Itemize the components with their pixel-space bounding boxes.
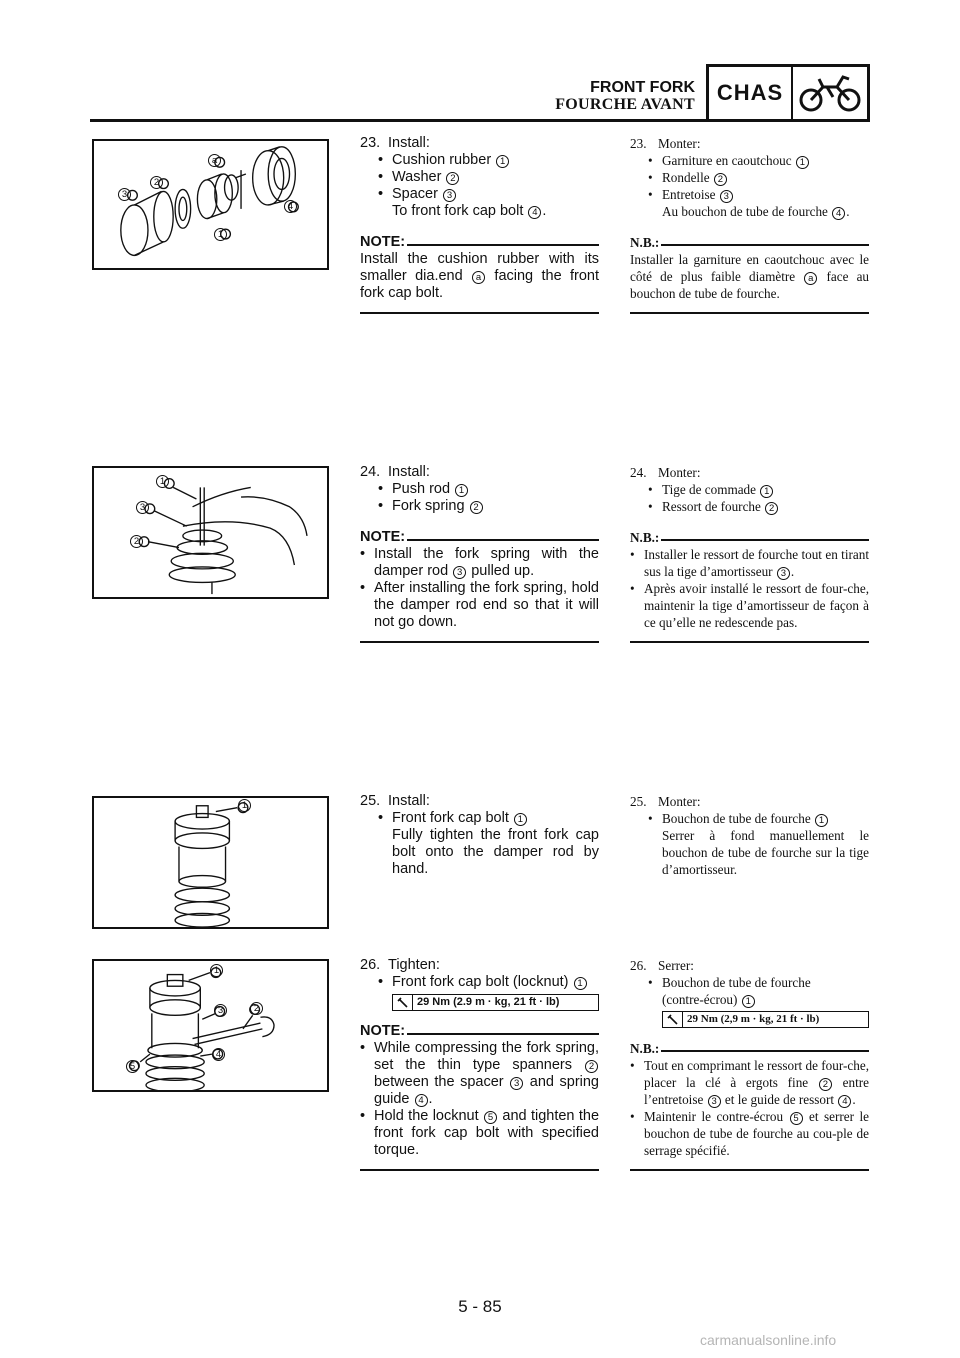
ref-number: 4 [832, 207, 845, 220]
ref-number: 2 [714, 173, 727, 186]
step-number: 25. [630, 794, 647, 809]
callout: 3 [136, 501, 149, 514]
callout: 3 [118, 188, 131, 201]
callout: 1 [214, 228, 227, 241]
part-name: Fork spring [392, 498, 465, 514]
note-label: N.B.: [630, 530, 660, 545]
torque-wrench-icon [393, 995, 413, 1010]
section-badge-label: CHAS [709, 67, 793, 119]
part-name: Bouchon de tube de fourche [662, 811, 811, 826]
callout: 2 [150, 176, 163, 189]
note-text: Install the cushion rubber with its smaller dia.end a facing the front fork cap bolt. [360, 251, 600, 301]
torque-wrench-icon [663, 1012, 683, 1027]
ref-number: 3 [777, 567, 790, 580]
step-number: 25. [360, 793, 381, 809]
step-number: 23. [360, 135, 381, 151]
ref-number: 4 [415, 1094, 428, 1107]
note-label: N.B.: [630, 1041, 660, 1056]
callout: 3 [214, 1004, 227, 1017]
part-name: Push rod [392, 481, 451, 497]
part-name: Spacer [392, 186, 438, 202]
ref-number: 1 [455, 484, 468, 497]
ref-number: 3 [443, 189, 456, 202]
note-label: NOTE: [360, 234, 406, 250]
step-subtext: Fully tighten the front fork cap bolt onto the damper rod by hand. [392, 827, 599, 877]
callout: 4 [284, 200, 297, 213]
ref-number: 3 [453, 566, 466, 579]
note-item: Install the fork spring with the damper rod 3 pulled up. [374, 546, 599, 579]
header-title-en: FRONT FORK [590, 79, 695, 96]
step-24-en: 24. Install: • Push rod 1 • Fork spring 2 NOTE: • Install the fork spring with the damper rod 3 pulled up. • After installing the fork spring, hold the damper rod end so that it will not go down. [360, 464, 599, 643]
part-name: Entretoise [662, 187, 716, 202]
ref-letter: a [472, 271, 485, 284]
watermark: carmanualsonline.info [700, 1332, 837, 1348]
step-number: 26. [360, 957, 381, 973]
header-title-fr: FOURCHE AVANT [555, 96, 695, 113]
part-name: Ressort de fourche [662, 499, 761, 514]
note-item: Tout en comprimant le ressort de four-che, placer la clé à ergots fine 2 entre l’entretoise 3 et le guide de ressort 4 . [644, 1058, 870, 1107]
figure-25-callouts [92, 796, 329, 929]
ref-number: 3 [708, 1095, 721, 1108]
note-item: Hold the locknut 5 and tighten the front fork cap bolt with specified torque. [374, 1108, 600, 1158]
ref-number: 2 [585, 1060, 598, 1073]
step-25-fr: 25. Monter: • Bouchon de tube de fourche 1 Serrer à fond manuellement le bouchon de tube de fourche sur la tige d’amortisseur. [630, 794, 869, 877]
part-name: Rondelle [662, 170, 710, 185]
step-number: 24. [630, 465, 647, 480]
punctuation: . [542, 203, 547, 219]
callout: 1 [238, 799, 251, 812]
note-item: Installer le ressort de fourche tout en tirant sus la tige d’amortisseur 3 . [644, 547, 869, 579]
part-name: Cushion rubber [392, 152, 492, 168]
figure-24-callouts [92, 466, 329, 599]
note-text: Installer la garniture en caoutchouc avec le côté de plus faible diamètre a face au bouchon de tube de fourche. [630, 252, 870, 301]
ref-number: 2 [470, 501, 483, 514]
step-subtext: To front fork cap bolt [392, 203, 524, 219]
callout: 2 [130, 535, 143, 548]
ref-number: 2 [765, 502, 778, 515]
step-24-fr: 24. Monter: • Tige de commade 1 • Ressort de fourche 2 N.B.: • Installer le ressort de fourche tout en tirant sus la tige d’amortisseur 3 . • Après avoir installé le ressort de four-che, maintenir la tige d’amortisseur de façon à ce qu’elle ne redescende pas. [630, 464, 869, 643]
callout: 1 [210, 964, 223, 977]
motorcycle-icon [793, 67, 867, 119]
ref-number: 1 [742, 995, 755, 1008]
torque-value: 29 Nm (2.9 m · kg, 21 ft · lb) [417, 996, 560, 1008]
note-item: After installing the fork spring, hold the damper rod end so that it will not go down. [374, 580, 599, 630]
step-action: Monter: [658, 136, 701, 151]
part-name: Garniture en caoutchouc [662, 153, 792, 168]
step-23-en: 23. Install: • Cushion rubber 1 • Washer 2 • Spacer 3 To front fork cap bolt 4 . NOTE: Install the cushion rubber with its smaller dia.end a facing the front fork cap bolt. [360, 135, 599, 314]
step-subtext: Au bouchon de tube de fourche [662, 204, 828, 219]
torque-spec [662, 1011, 869, 1028]
part-name: Front fork cap bolt [392, 810, 509, 826]
callout: 2 [250, 1002, 263, 1015]
step-23-fr: 23. Monter: • Garniture en caoutchouc 1 • Rondelle 2 • Entretoise 3 Au bouchon de tube de fourche 4 . N.B.: Installer la garniture en caoutchouc avec le côté de plus faible diamètre a face au bouchon de tube de fourche. [630, 135, 869, 314]
step-subtext: Serrer à fond manuellement le bouchon de tube de fourche sur la tige d’amortisseur. [662, 828, 869, 877]
ref-number: 1 [815, 814, 828, 827]
ref-number: 1 [796, 156, 809, 169]
part-name: Front fork cap bolt (locknut) [392, 974, 569, 990]
torque-value: 29 Nm (2,9 m · kg, 21 ft · lb) [687, 1013, 820, 1025]
torque-spec [392, 994, 599, 1011]
ref-number: 1 [760, 485, 773, 498]
page-number: 5 - 85 [458, 1297, 502, 1316]
note-label: NOTE: [360, 1023, 406, 1039]
part-name: Tige de commade [662, 482, 757, 497]
ref-letter: a [804, 272, 817, 285]
note-label: NOTE: [360, 529, 406, 545]
ref-number: 2 [446, 172, 459, 185]
callout: 5 [126, 1060, 139, 1073]
ref-number: 1 [514, 813, 527, 826]
step-action: Install: [388, 135, 430, 151]
step-number: 24. [360, 464, 381, 480]
figure-23-callouts [92, 139, 329, 270]
step-26-fr: 26. Serrer: • Bouchon de tube de fourche (contre-écrou) 1 29 Nm (2,9 m · kg, 21 ft · lb) N.B.: • Tout en comprimant le ressort de four-che, placer la clé à ergots fine 2 entre l’entretoise 3 et le guide de ressort 4 . • Maintenir le contre-écrou 5 et serrer le bouchon de tube de fourche au cou-ple de serrage spécifié. [630, 957, 869, 1171]
callout: 1 [156, 475, 169, 488]
part-name: Washer [392, 169, 442, 185]
ref-number: 2 [819, 1078, 832, 1091]
note-item: While compressing the fork spring, set the thin type spanners 2 between the spacer 3 and spring guide 4 . [374, 1040, 599, 1107]
callout: 4 [212, 1048, 225, 1061]
ref-number: 5 [484, 1111, 497, 1124]
part-name: Bouchon de tube de fourche [662, 975, 811, 990]
step-action: Serrer: [658, 958, 694, 973]
note-item: Après avoir installé le ressort de four-che, maintenir la tige d’amortisseur de façon à ce qu’elle ne redescende pas. [644, 581, 869, 630]
section-badge [706, 64, 870, 122]
step-number: 23. [630, 136, 647, 151]
callout: a [208, 154, 221, 167]
ref-number: 5 [790, 1112, 803, 1125]
step-action: Install: [388, 464, 430, 480]
note-item: Maintenir le contre-écrou 5 et serrer le bouchon de tube de fourche au cou-ple de serrage spécifié. [644, 1109, 869, 1158]
ref-number: 4 [528, 206, 541, 219]
step-26-en: 26. Tighten: • Front fork cap bolt (locknut) 1 29 Nm (2.9 m · kg, 21 ft · lb) NOTE: • While compressing the fork spring, set the thin type spanners 2 between the spacer 3 and spring guide 4 . • Hold the locknut 5 and tighten the front fork cap bolt with specified torque. [360, 957, 599, 1171]
step-action: Monter: [658, 794, 701, 809]
step-number: 26. [630, 958, 647, 973]
step-action: Install: [388, 793, 430, 809]
step-25-en: 25. Install: • Front fork cap bolt 1 Fully tighten the front fork cap bolt onto the damper rod by hand. [360, 793, 599, 877]
punctuation: . [846, 204, 850, 219]
ref-number: 3 [720, 190, 733, 203]
ref-number: 1 [496, 155, 509, 168]
step-action: Monter: [658, 465, 701, 480]
note-label: N.B.: [630, 235, 660, 250]
part-name: (contre-écrou) [662, 992, 738, 1007]
figure-26-callouts [92, 959, 329, 1092]
ref-number: 3 [510, 1077, 523, 1090]
ref-number: 4 [838, 1095, 851, 1108]
step-action: Tighten: [388, 957, 440, 973]
ref-number: 1 [574, 977, 587, 990]
